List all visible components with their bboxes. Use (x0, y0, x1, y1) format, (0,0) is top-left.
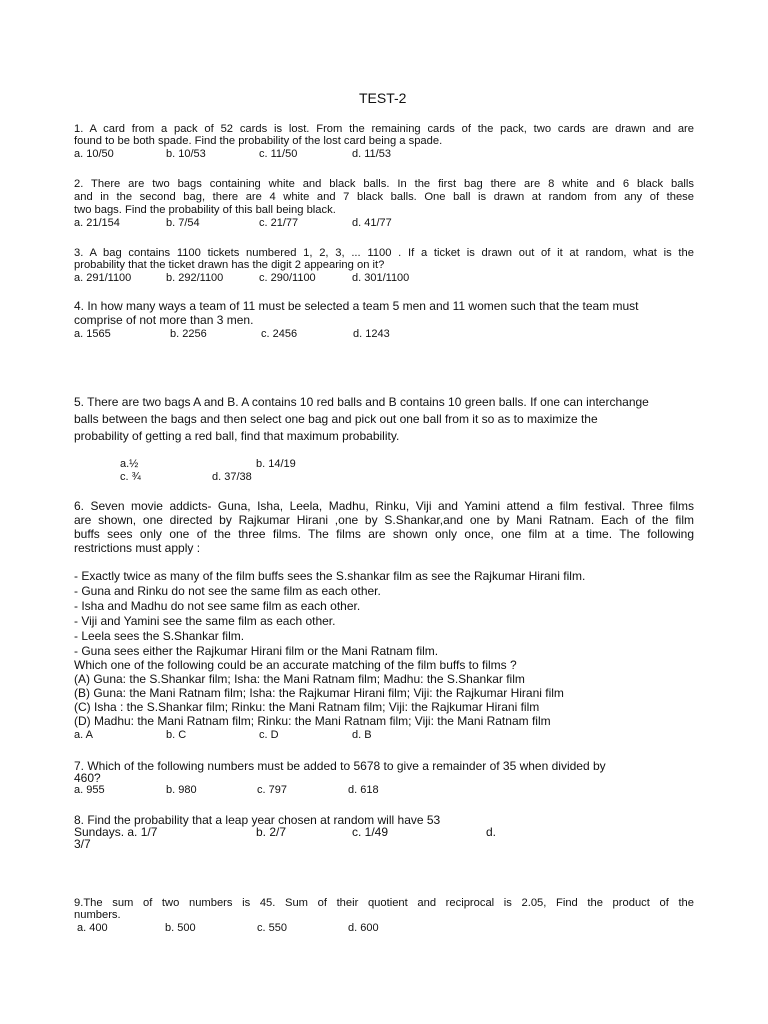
question-9-line-2: numbers. (74, 909, 121, 921)
question-7-line-2: 460? (74, 771, 101, 785)
question-5-option-d: d. 37/38 (212, 471, 252, 483)
question-2-option-a: a. 21/154 (74, 217, 120, 229)
question-5-option-b: b. 14/19 (256, 458, 296, 470)
question-8-option-c: c. 1/49 (352, 825, 389, 839)
question-4-option-d: d. 1243 (353, 328, 390, 340)
question-7-option-c: c. 797 (257, 784, 287, 796)
question-8-option-d: d. (486, 825, 497, 839)
question-6-option-b: b. C (166, 729, 187, 741)
question-6-condition-5: - Leela sees the S.Shankar film. (74, 629, 245, 643)
question-1-line-2: found to be both spade. Find the probability of the lost card being a spade. (74, 135, 443, 147)
question-7-option-d: d. 618 (348, 784, 379, 796)
question-5-option-c: c. ¾ (120, 471, 141, 483)
question-9-option-b: b. 500 (165, 922, 196, 934)
question-6-line-2: are shown, one directed by Rajkumar Hirani ,one by S.Shankar,and one by Mani Ratnam. Each of the film (74, 513, 694, 527)
question-6-condition-3: - Isha and Madhu do not see same film as each other. (74, 599, 361, 613)
question-6-condition-1: - Exactly twice as many of the film buffs sees the S.shankar film as see the Rajkumar Hirani film. (74, 569, 586, 583)
question-9-option-c: c. 550 (257, 922, 287, 934)
question-4-option-a: a. 1565 (74, 328, 111, 340)
question-4-option-c: c. 2456 (261, 328, 298, 340)
question-1-line-1: 1. A card from a pack of 52 cards is lost. From the remaining cards of the pack, two cards are drawn and are (74, 123, 694, 135)
question-2-option-d: d. 41/77 (352, 217, 392, 229)
question-3-line-2: probability that the ticket drawn has the digit 2 appearing on it? (74, 259, 385, 271)
question-6-line-3: buffs sees only one of the three films. The films are shown only once, one film at a time. The following (74, 527, 694, 541)
question-6-line-4: restrictions must apply : (74, 541, 201, 555)
question-4-line-1: 4. In how many ways a team of 11 must be selected a team 5 men and 11 women such that the team must (74, 299, 639, 313)
question-8-line-1: 8. Find the probability that a leap year chosen at random will have 53 (74, 813, 441, 827)
question-2-line-2: and in the second bag, there are 4 white and 7 black balls. One ball is drawn at random from any of these (74, 191, 694, 203)
question-1-option-a: a. 10/50 (74, 148, 114, 160)
question-7-option-a: a. 955 (74, 784, 105, 796)
question-3-line-1: 3. A bag contains 1100 tickets numbered 1, 2, 3, ... 1100 . If a ticket is drawn out of it at random, what is the (74, 247, 694, 259)
question-6-choice-d: (D) Madhu: the Mani Ratnam film; Rinku: the Mani Ratnam film; Viji: the Mani Ratnam film (74, 714, 551, 728)
question-2-option-b: b. 7/54 (166, 217, 200, 229)
question-5-line-3: probability of getting a red ball, find that maximum probability. (74, 429, 400, 443)
question-6-line-1: 6. Seven movie addicts- Guna, Isha, Leela, Madhu, Rinku, Viji and Yamini attend a film festival. Three films (74, 499, 694, 513)
question-1-option-d: d. 11/53 (352, 148, 391, 160)
question-6-prompt: Which one of the following could be an accurate matching of the film buffs to films ? (74, 658, 517, 672)
question-8-option-b: b. 2/7 (256, 825, 287, 839)
question-9-option-a: a. 400 (77, 922, 108, 934)
question-3-option-c: c. 290/1100 (259, 272, 316, 284)
question-2-line-1: 2. There are two bags containing white and black balls. In the first bag there are 8 white and 6 black balls (74, 178, 694, 190)
question-5-line-1: 5. There are two bags A and B. A contains 10 red balls and B contains 10 green balls. If one can interchange (74, 395, 649, 409)
question-6-choice-b: (B) Guna: the Mani Ratnam film; Isha: the Rajkumar Hirani film; Viji: the Rajkumar Hirani film (74, 686, 564, 700)
question-2-option-c: c. 21/77 (259, 217, 299, 229)
question-3-option-b: b. 292/1100 (166, 272, 224, 284)
page-title: TEST-2 (359, 90, 407, 106)
question-6-option-d: d. B (352, 729, 372, 741)
question-5-line-2: balls between the bags and then select one bag and pick out one ball from it so as to maximize the (74, 412, 598, 426)
question-6-choice-a: (A) Guna: the S.Shankar film; Isha: the Mani Ratnam film; Madhu: the S.Shankar film (74, 672, 525, 686)
question-9-line-1: 9.The sum of two numbers is 45. Sum of their quotient and reciprocal is 2.05, Find the product of the (74, 897, 694, 909)
question-6-option-a: a. A (74, 729, 93, 741)
question-6-condition-2: - Guna and Rinku do not see the same film as each other. (74, 584, 381, 598)
question-1-option-c: c. 11/50 (259, 148, 298, 160)
question-4-option-b: b. 2256 (170, 328, 207, 340)
question-6-condition-6: - Guna sees either the Rajkumar Hirani film or the Mani Ratnam film. (74, 644, 439, 658)
question-7-line-1: 7. Which of the following numbers must be added to 5678 to give a remainder of 35 when divided by (74, 759, 606, 773)
question-8-line-3: 3/7 (74, 837, 91, 851)
question-3-option-d: d. 301/1100 (352, 272, 410, 284)
question-2-line-3: two bags. Find the probability of this ball being black. (74, 204, 336, 216)
question-6-option-c: c. D (259, 729, 279, 741)
question-7-option-b: b. 980 (166, 784, 197, 796)
question-6-choice-c: (C) Isha : the S.Shankar film; Rinku: the Mani Ratnam film; Viji: the Rajkumar Hirani film (74, 700, 540, 714)
question-6-condition-4: - Viji and Yamini see the same film as each other. (74, 614, 336, 628)
question-4-line-2: comprise of not more than 3 men. (74, 313, 254, 327)
question-3-option-a: a. 291/1100 (74, 272, 132, 284)
question-9-option-d: d. 600 (348, 922, 379, 934)
question-5-option-a: a.½ (120, 458, 139, 470)
question-8-line-2: Sundays. a. 1/7 (74, 825, 158, 839)
question-1-option-b: b. 10/53 (166, 148, 206, 160)
